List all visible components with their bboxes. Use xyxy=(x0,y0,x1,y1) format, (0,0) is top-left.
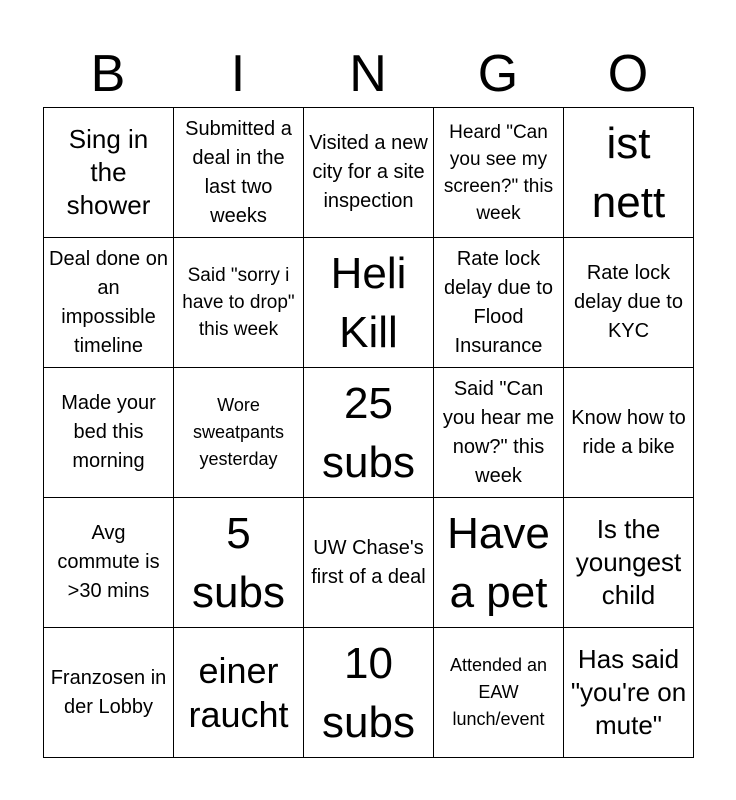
cell-text: Have a pet xyxy=(447,508,550,617)
bingo-cell[interactable] xyxy=(564,108,694,238)
cell-text: Sing in the shower xyxy=(66,124,151,220)
cell-text: Rate lock delay due to KYC xyxy=(574,262,683,342)
bingo-header xyxy=(43,40,693,108)
cell-text: Heli Kill xyxy=(330,248,407,357)
cell-text: Deal done on an impossible timeline xyxy=(49,247,168,357)
bingo-cell[interactable] xyxy=(44,108,174,238)
cell-text: 5 subs xyxy=(192,508,285,617)
bingo-cell[interactable] xyxy=(44,368,174,498)
bingo-cell[interactable] xyxy=(304,368,434,498)
bingo-cell[interactable] xyxy=(304,108,434,238)
header-letter-i: I xyxy=(230,45,246,103)
bingo-cell[interactable] xyxy=(564,628,694,758)
cell-text: Know how to ride a bike xyxy=(571,406,686,458)
bingo-cell[interactable] xyxy=(564,368,694,498)
bingo-cell[interactable] xyxy=(44,628,174,758)
cell-text: Visited a new city for a site inspection xyxy=(309,132,428,212)
bingo-cell[interactable] xyxy=(434,238,564,368)
bingo-cell[interactable] xyxy=(304,628,434,758)
cell-text: Attended an EAW lunch/event xyxy=(449,655,548,729)
bingo-cell[interactable] xyxy=(44,498,174,628)
header-letter-o: O xyxy=(607,45,649,103)
cell-text: einer raucht xyxy=(188,649,289,735)
cell-text: Rate lock delay due to Flood Insurance xyxy=(444,247,553,357)
cell-text: Said "Can you hear me now?" this week xyxy=(442,377,555,487)
cell-text: Wore sweatpants yesterday xyxy=(192,395,285,469)
cell-text: UW Chase's first of a deal xyxy=(311,536,426,588)
cell-text: ist nett xyxy=(591,118,666,227)
cell-text: Submitted a deal in the last two weeks xyxy=(185,117,292,227)
bingo-cell[interactable] xyxy=(434,628,564,758)
cell-text: Said "sorry i have to drop" this week xyxy=(182,265,295,340)
cell-text: Heard "Can you see my screen?" this week xyxy=(443,121,554,224)
bingo-cell[interactable] xyxy=(44,238,174,368)
bingo-cell[interactable] xyxy=(174,108,304,238)
header-letter-b: B xyxy=(90,45,126,103)
cell-text: Franzosen in der Lobby xyxy=(50,666,167,718)
cell-text: Has said "you're on mute" xyxy=(570,644,687,740)
cell-text: 25 subs xyxy=(322,378,415,487)
bingo-cell[interactable] xyxy=(174,238,304,368)
cell-text: Avg commute is >30 mins xyxy=(57,522,160,602)
bingo-cell[interactable] xyxy=(174,368,304,498)
bingo-cell[interactable] xyxy=(564,238,694,368)
cell-text: 10 subs xyxy=(322,638,415,747)
header-letter-n: N xyxy=(349,45,387,103)
bingo-cell[interactable] xyxy=(434,108,564,238)
cell-text: Is the youngest child xyxy=(575,514,682,610)
bingo-cell[interactable] xyxy=(174,628,304,758)
header-letter-g: G xyxy=(477,45,519,103)
bingo-cell[interactable] xyxy=(174,498,304,628)
bingo-cell[interactable] xyxy=(564,498,694,628)
bingo-grid xyxy=(43,107,694,758)
bingo-cell[interactable] xyxy=(304,238,434,368)
cell-text: Made your bed this morning xyxy=(61,392,156,472)
bingo-cell[interactable] xyxy=(304,498,434,628)
bingo-cell[interactable] xyxy=(434,368,564,498)
bingo-cell[interactable] xyxy=(434,498,564,628)
